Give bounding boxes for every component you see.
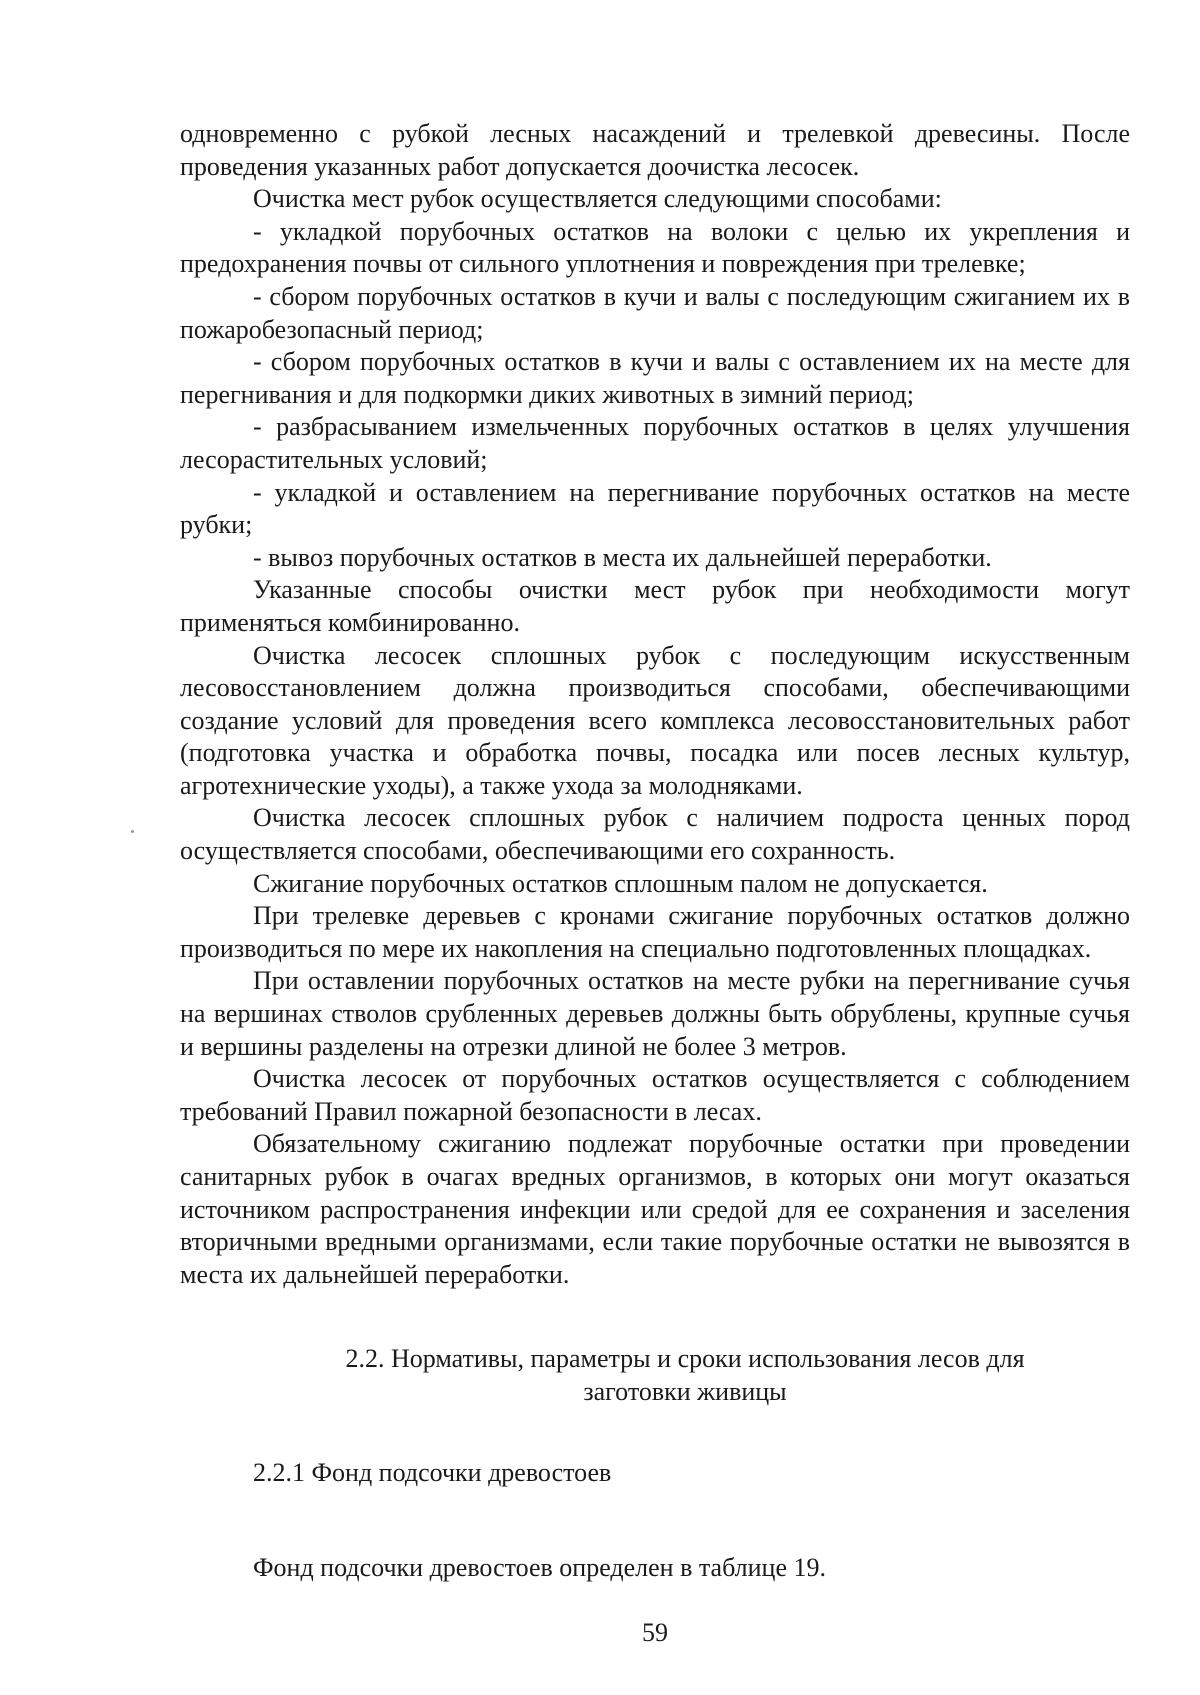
- list-item-method-decay-on-site: - укладкой и оставлением на перегнивание порубочных остатков на месте рубки;: [180, 477, 1130, 540]
- list-item-method-scattering: - разбрасыванием измельченных порубочных остатков в целях улучшения лесорастительных условий;: [180, 412, 1130, 474]
- page-body: [180, 118, 1130, 1585]
- paragraph-branch-cutting: При оставлении порубочных остатков на месте рубки на перегнивание сучья на вершинах стволов срубленных деревьев должны быть обрублены, крупные сучья и вершины разделены на отрезки длиной не более 3 метров.: [180, 966, 1130, 1061]
- paragraph-skidding-with-crowns: При трелевке деревьев с кронами сжигание порубочных остатков должно производиться по мере их накопления на специально подготовленных площадках.: [180, 901, 1130, 963]
- paragraph-undergrowth-preservation: Очистка лесосек сплошных рубок с наличием подроста ценных пород осуществляется способами, обеспечивающими его сохранность.: [180, 803, 1130, 866]
- section-heading: [180, 1343, 1130, 1408]
- paragraph-cleanup-methods-intro: Очистка мест рубок осуществляется следующими способами:: [253, 184, 942, 214]
- list-item-method-removal: - вывоз порубочных остатков в места их дальнейшей переработки.: [253, 542, 992, 572]
- list-item-method-skid-trails: - укладкой порубочных остатков на волоки с целью их укрепления и предохранения почвы от сильного уплотнения и повреждения при трелевке;: [180, 216, 1130, 279]
- paragraph-mandatory-burning: Обязательному сжиганию подлежат порубочные остатки при проведении санитарных рубок в очагах вредных организмов, в которых они могут оказаться источником распространения инфекции или средой для ее сохранения и заселения вторичными вредными организмами, если такие порубочные остатки не вывозятся в места их дальнейшей переработки.: [180, 1129, 1130, 1289]
- section-heading-line-1: 2.2. Нормативы, параметры и сроки использования лесов для: [345, 1344, 1025, 1374]
- page-number: 59: [642, 1618, 668, 1647]
- section-heading-line-2: заготовки живицы: [583, 1376, 787, 1406]
- subsection-heading: 2.2.1 Фонд подсочки древостоев: [253, 1457, 612, 1487]
- table-reference: Фонд подсочки древостоев определен в таблице 19.: [253, 1553, 827, 1583]
- list-item-method-burning: - сбором порубочных остатков в кучи и валы с последующим сжиганием их в пожаробезопасный период;: [180, 281, 1130, 344]
- scan-artifact-dot: [131, 830, 134, 833]
- list-item-method-piles-left: - сбором порубочных остатков в кучи и валы с оставлением их на месте для перегнивания и для подкормки диких животных в зимний период;: [180, 347, 1130, 409]
- paragraph-continuation: одновременно с рубкой лесных насаждений и трелевкой древесины. После проведения указанных работ допускается доочистка лесосек.: [180, 119, 1130, 181]
- paragraph-burning-prohibited: Сжигание порубочных остатков сплошным палом не допускается.: [253, 868, 988, 898]
- paragraph-fire-safety-rules: Очистка лесосек от порубочных остатков осуществляется с соблюдением требований Правил пожарной безопасности в лесах.: [180, 1064, 1130, 1126]
- paragraph-artificial-reforestation: Очистка лесосек сплошных рубок с последующим искусственным лесовосстановлением должна производиться способами, обеспечивающими создание условий для проведения всего комплекса лесовосстановительных работ (подготовка участка и обработка почвы, посадка или посев лесных культур, агротехнические уходы), а также ухода за молодняками.: [180, 640, 1130, 800]
- paragraph-combined-methods: Указанные способы очистки мест рубок при необходимости могут применяться комбинированно.: [180, 575, 1130, 637]
